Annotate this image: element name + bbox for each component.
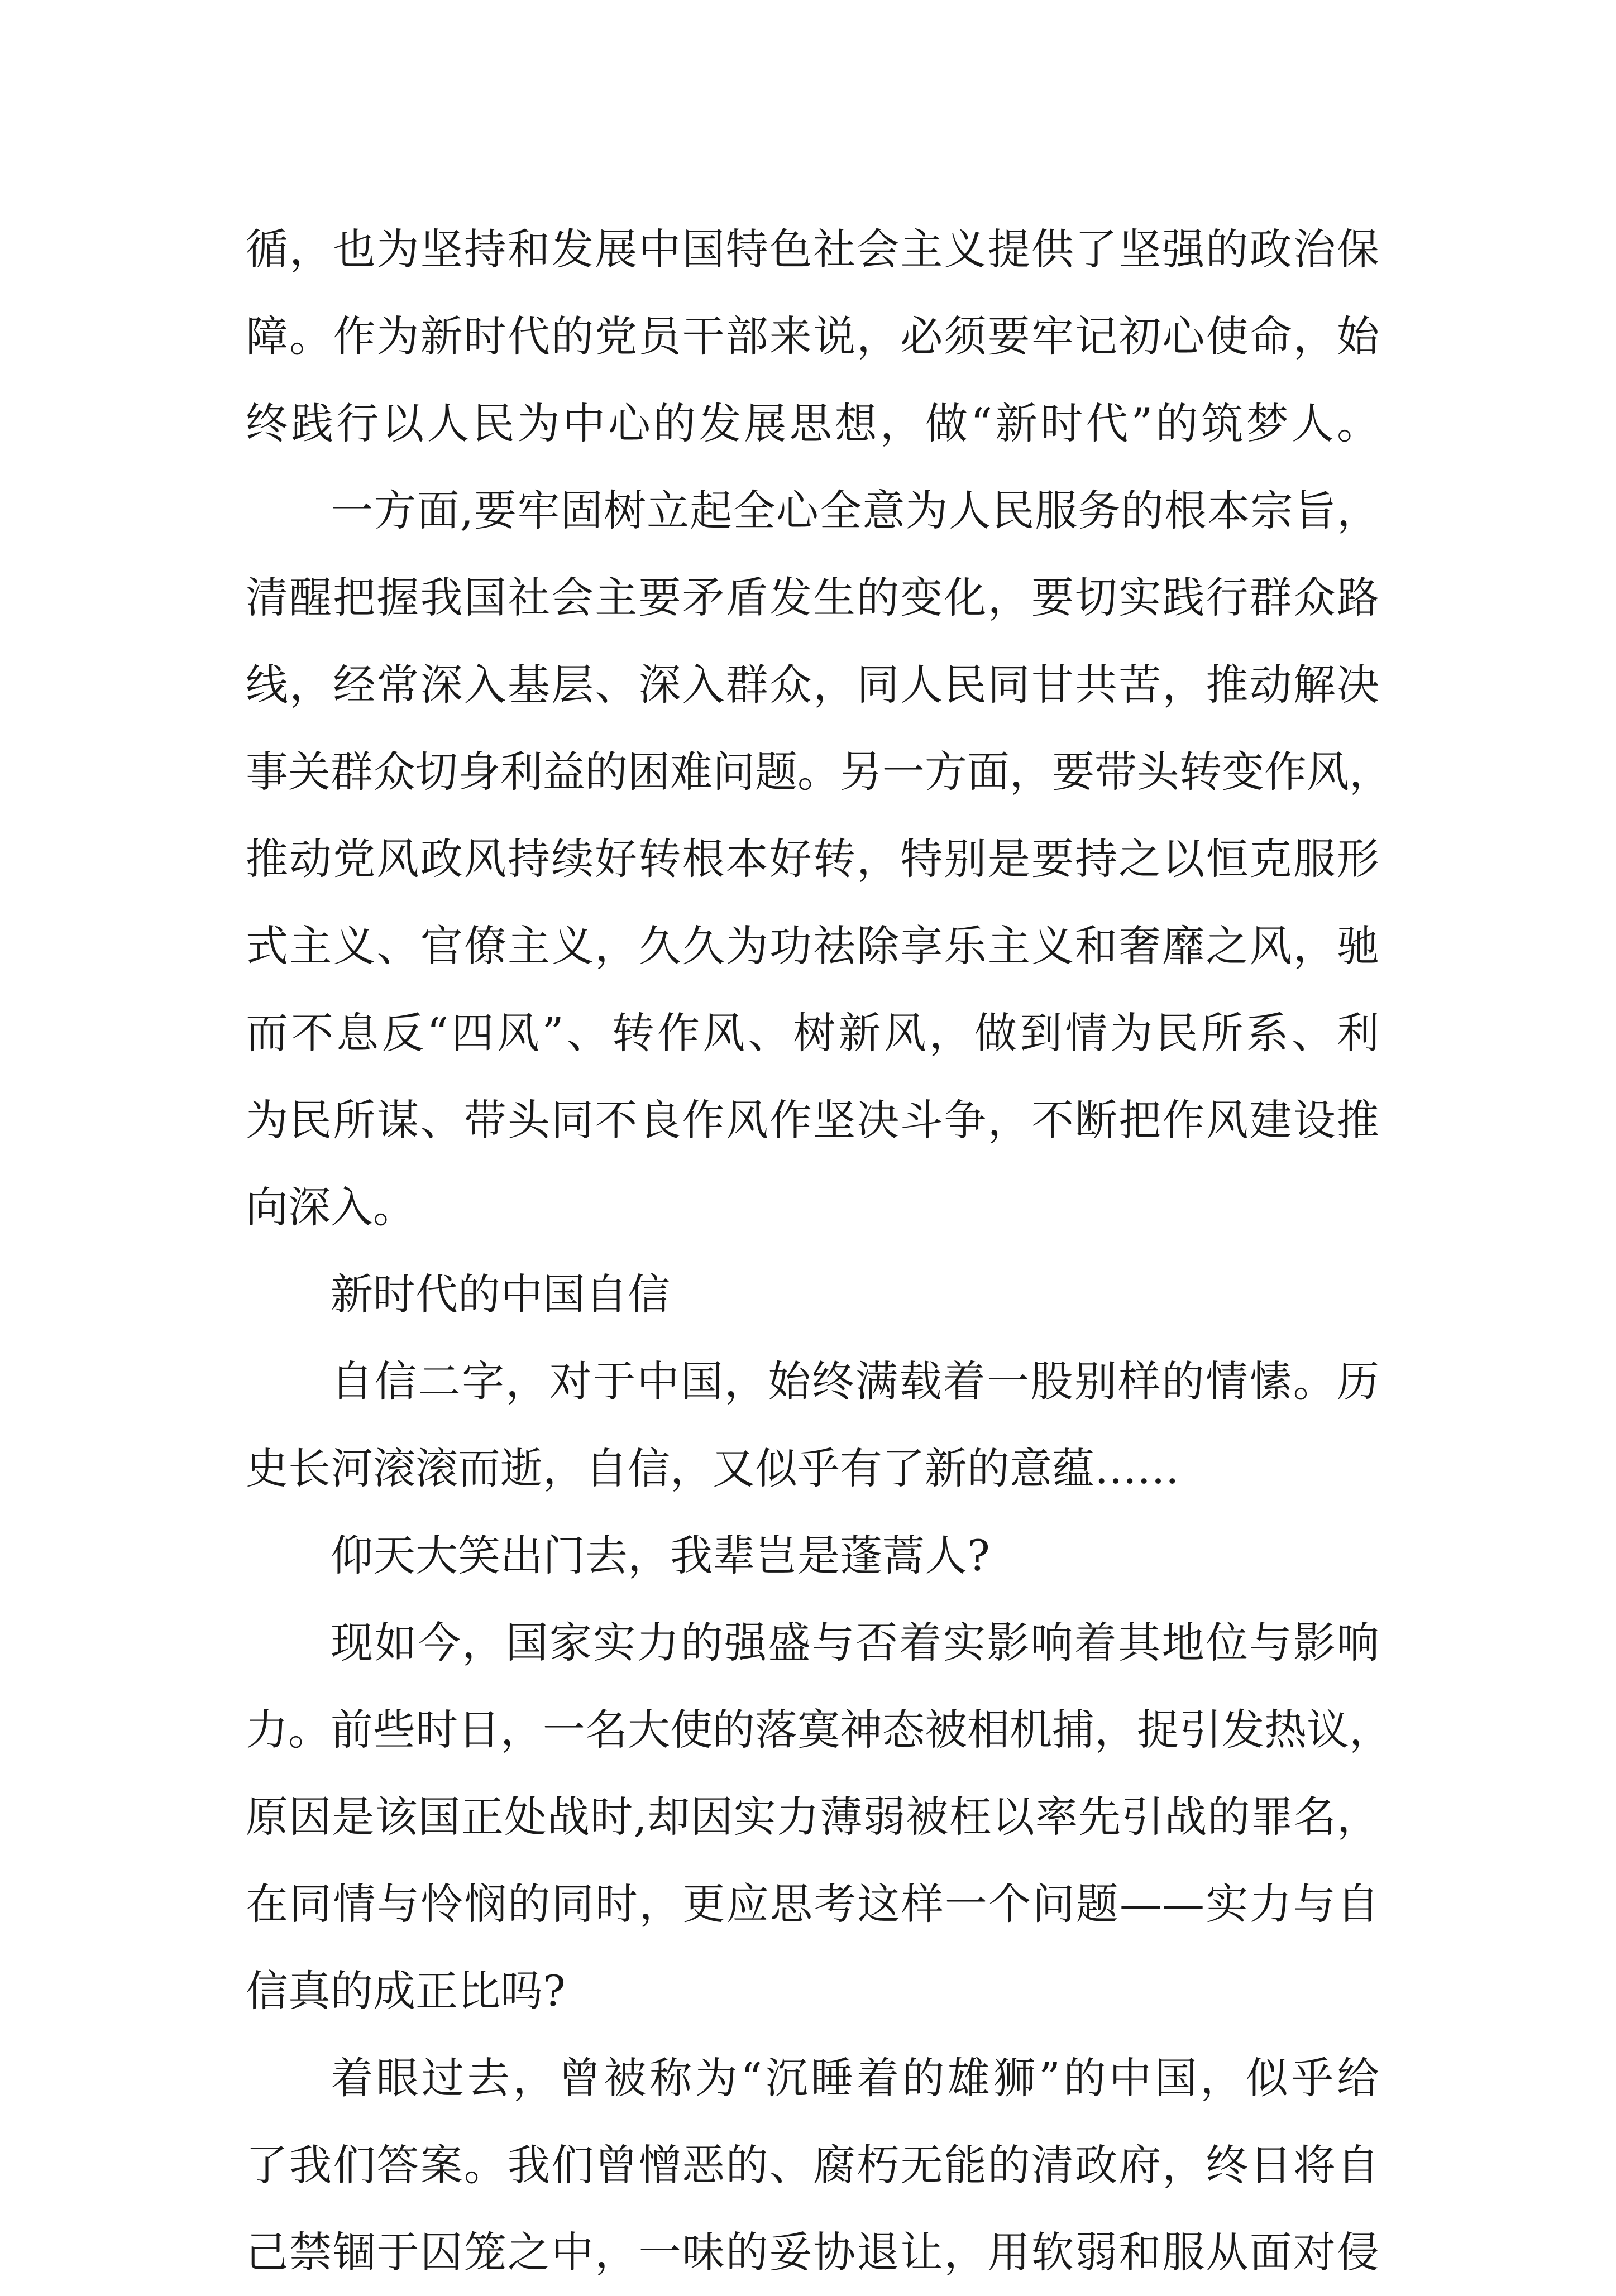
text-line: 史长河滚滚而逝，自信，又似乎有了新的意蕴…… <box>246 1444 1179 1493</box>
text-line: 了我们答案。我们曾憎恶的、腐朽无能的清政府，终日将自 <box>246 2140 1379 2190</box>
text-line: 己禁锢于囚笼之中，一味的妥协退让，用软弱和服从面对侵 <box>246 2227 1379 2277</box>
document-body <box>246 206 1392 2296</box>
text-line: 信真的成正比吗? <box>246 1966 566 2016</box>
text-line: 终践行以人民为中心的发展思想，做“新时代”的筑梦人。 <box>246 399 1379 448</box>
text-line: 清醒把握我国社会主要矛盾发生的变化，要切实践行群众路 <box>246 573 1379 622</box>
section-heading: 新时代的中国自信 <box>331 1269 670 1319</box>
text-line: 着眼过去，曾被称为“沉睡着的雄狮”的中国，似乎给 <box>331 2053 1379 2103</box>
text-line: 障。作为新时代的党员干部来说，必须要牢记初心使命，始 <box>246 311 1379 361</box>
text-line: 式主义、官僚主义，久久为功祛除享乐主义和奢靡之风，驰 <box>246 921 1379 971</box>
text-line: 循，也为坚持和发展中国特色社会主义提供了坚强的政治保 <box>246 224 1379 274</box>
text-line: 一方面,要牢固树立起全心全意为人民服务的根本宗旨， <box>331 486 1379 535</box>
text-line: 推动党风政风持续好转根本好转，特别是要持之以恒克服形 <box>246 834 1379 884</box>
text-line: 而不息反“四风”、转作风、树新风，做到情为民所系、利 <box>246 1008 1379 1058</box>
text-line: 线，经常深入基层、深入群众，同人民同甘共苦，推动解决 <box>246 660 1379 710</box>
text-line: 在同情与怜悯的同时，更应思考这样一个问题——实力与自 <box>246 1879 1379 1929</box>
text-line: 原因是该国正处战时,却因实力薄弱被枉以率先引战的罪名， <box>246 1792 1379 1842</box>
text-line: 现如今，国家实力的强盛与否着实影响着其地位与影响 <box>331 1618 1379 1667</box>
text-line: 为民所谋、带头同不良作风作坚决斗争，不断把作风建设推 <box>246 1095 1379 1145</box>
text-line: 力。前些时日，一名大使的落寞神态被相机捕，捉引发热议， <box>246 1705 1392 1755</box>
text-line: 仰天大笑出门去，我辈岂是蓬蒿人? <box>331 1531 990 1580</box>
text-line: 向深入。 <box>246 1182 415 1232</box>
text-line: 自信二字，对于中国，始终满载着一股别样的情愫。历 <box>331 1356 1379 1406</box>
text-line: 事关群众切身利益的困难问题。另一方面，要带头转变作风， <box>246 747 1392 797</box>
